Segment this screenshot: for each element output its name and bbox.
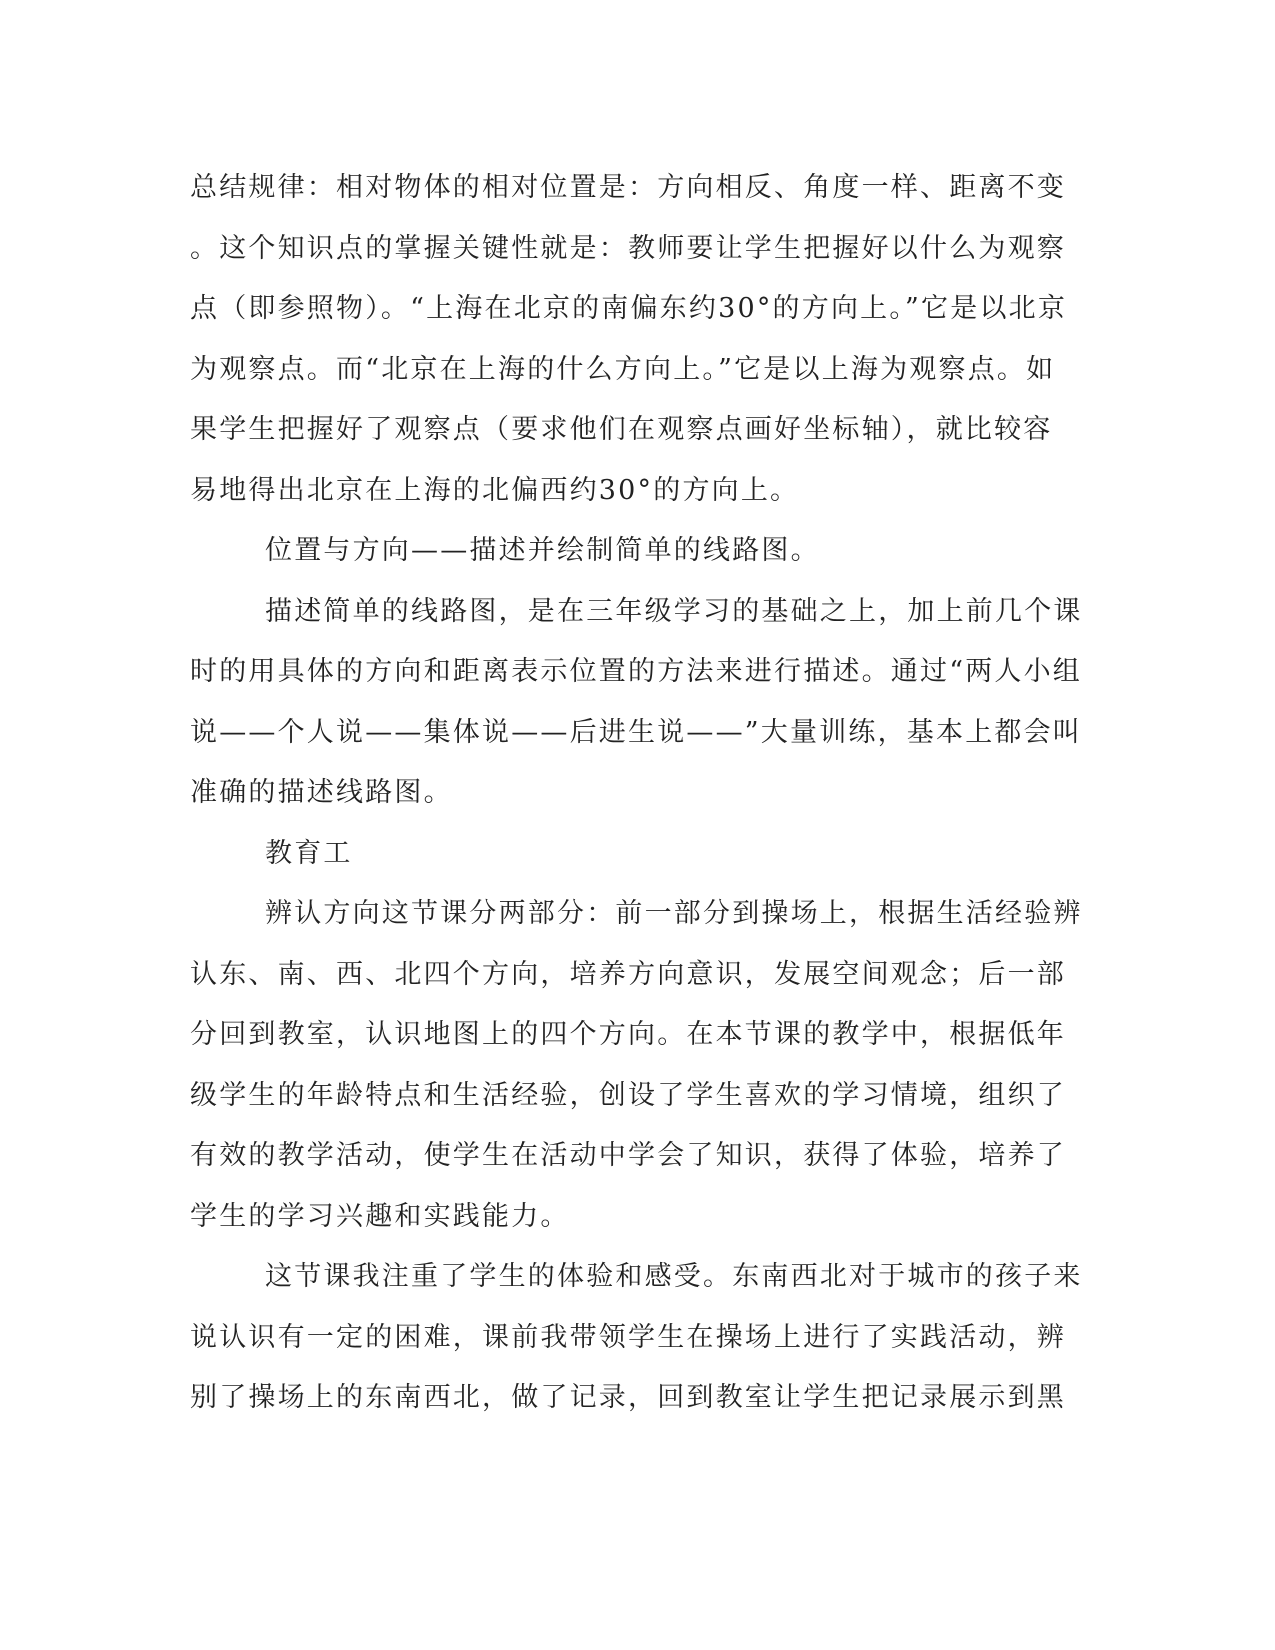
text-line: 别了操场上的东南西北，做了记录，回到教室让学生把记录展示到黑 <box>190 1382 1066 1413</box>
text-line: 总结规律：相对物体的相对位置是：方向相反、角度一样、距离不变 <box>190 172 1066 203</box>
paragraph-heading: 位置与方向——描述并绘制简单的线路图。 <box>265 535 820 566</box>
text-line: 果学生把握好了观察点（要求他们在观察点画好坐标轴），就比较容 <box>190 414 1053 445</box>
text-line: 有效的教学活动，使学生在活动中学会了知识，获得了体验，培养了 <box>190 1140 1066 1171</box>
text-line: 说——个人说——集体说——后进生说——”大量训练，基本上都会叫 <box>190 716 1083 748</box>
text-line: 准确的描述线路图。 <box>190 777 453 808</box>
text-line: 说认识有一定的困难，课前我带领学生在操场上进行了实践活动，辨 <box>190 1321 1066 1353</box>
text-line: 学生的学习兴趣和实践能力。 <box>190 1200 570 1232</box>
text-line: 时的用具体的方向和距离表示位置的方法来进行描述。通过“两人小组 <box>190 656 1083 687</box>
text-line: 描述简单的线路图，是在三年级学习的基础之上，加上前几个课 <box>265 595 1083 627</box>
text-line: 这节课我注重了学生的体验和感受。东南西北对于城市的孩子来 <box>265 1261 1083 1292</box>
paragraph-heading: 教育工 <box>265 837 353 869</box>
text-line: 点（即参照物）。“上海在北京的南偏东约30°的方向上。”它是以北京 <box>190 293 1068 324</box>
text-line: 分回到教室，认识地图上的四个方向。在本节课的教学中，根据低年 <box>190 1019 1066 1050</box>
text-line: 认东、南、西、北四个方向，培养方向意识，发展空间观念；后一部 <box>190 958 1066 990</box>
text-line: 为观察点。而“北京在上海的什么方向上。”它是以上海为观察点。如 <box>190 353 1056 385</box>
text-line: 易地得出北京在上海的北偏西约30°的方向上。 <box>190 474 800 506</box>
text-line: 辨认方向这节课分两部分：前一部分到操场上，根据生活经验辨 <box>265 898 1083 929</box>
text-line: 级学生的年龄特点和生活经验，创设了学生喜欢的学习情境，组织了 <box>190 1079 1066 1111</box>
document-body <box>190 158 1083 1429</box>
text-line: 。这个知识点的掌握关键性就是：教师要让学生把握好以什么为观察 <box>190 232 1066 264</box>
